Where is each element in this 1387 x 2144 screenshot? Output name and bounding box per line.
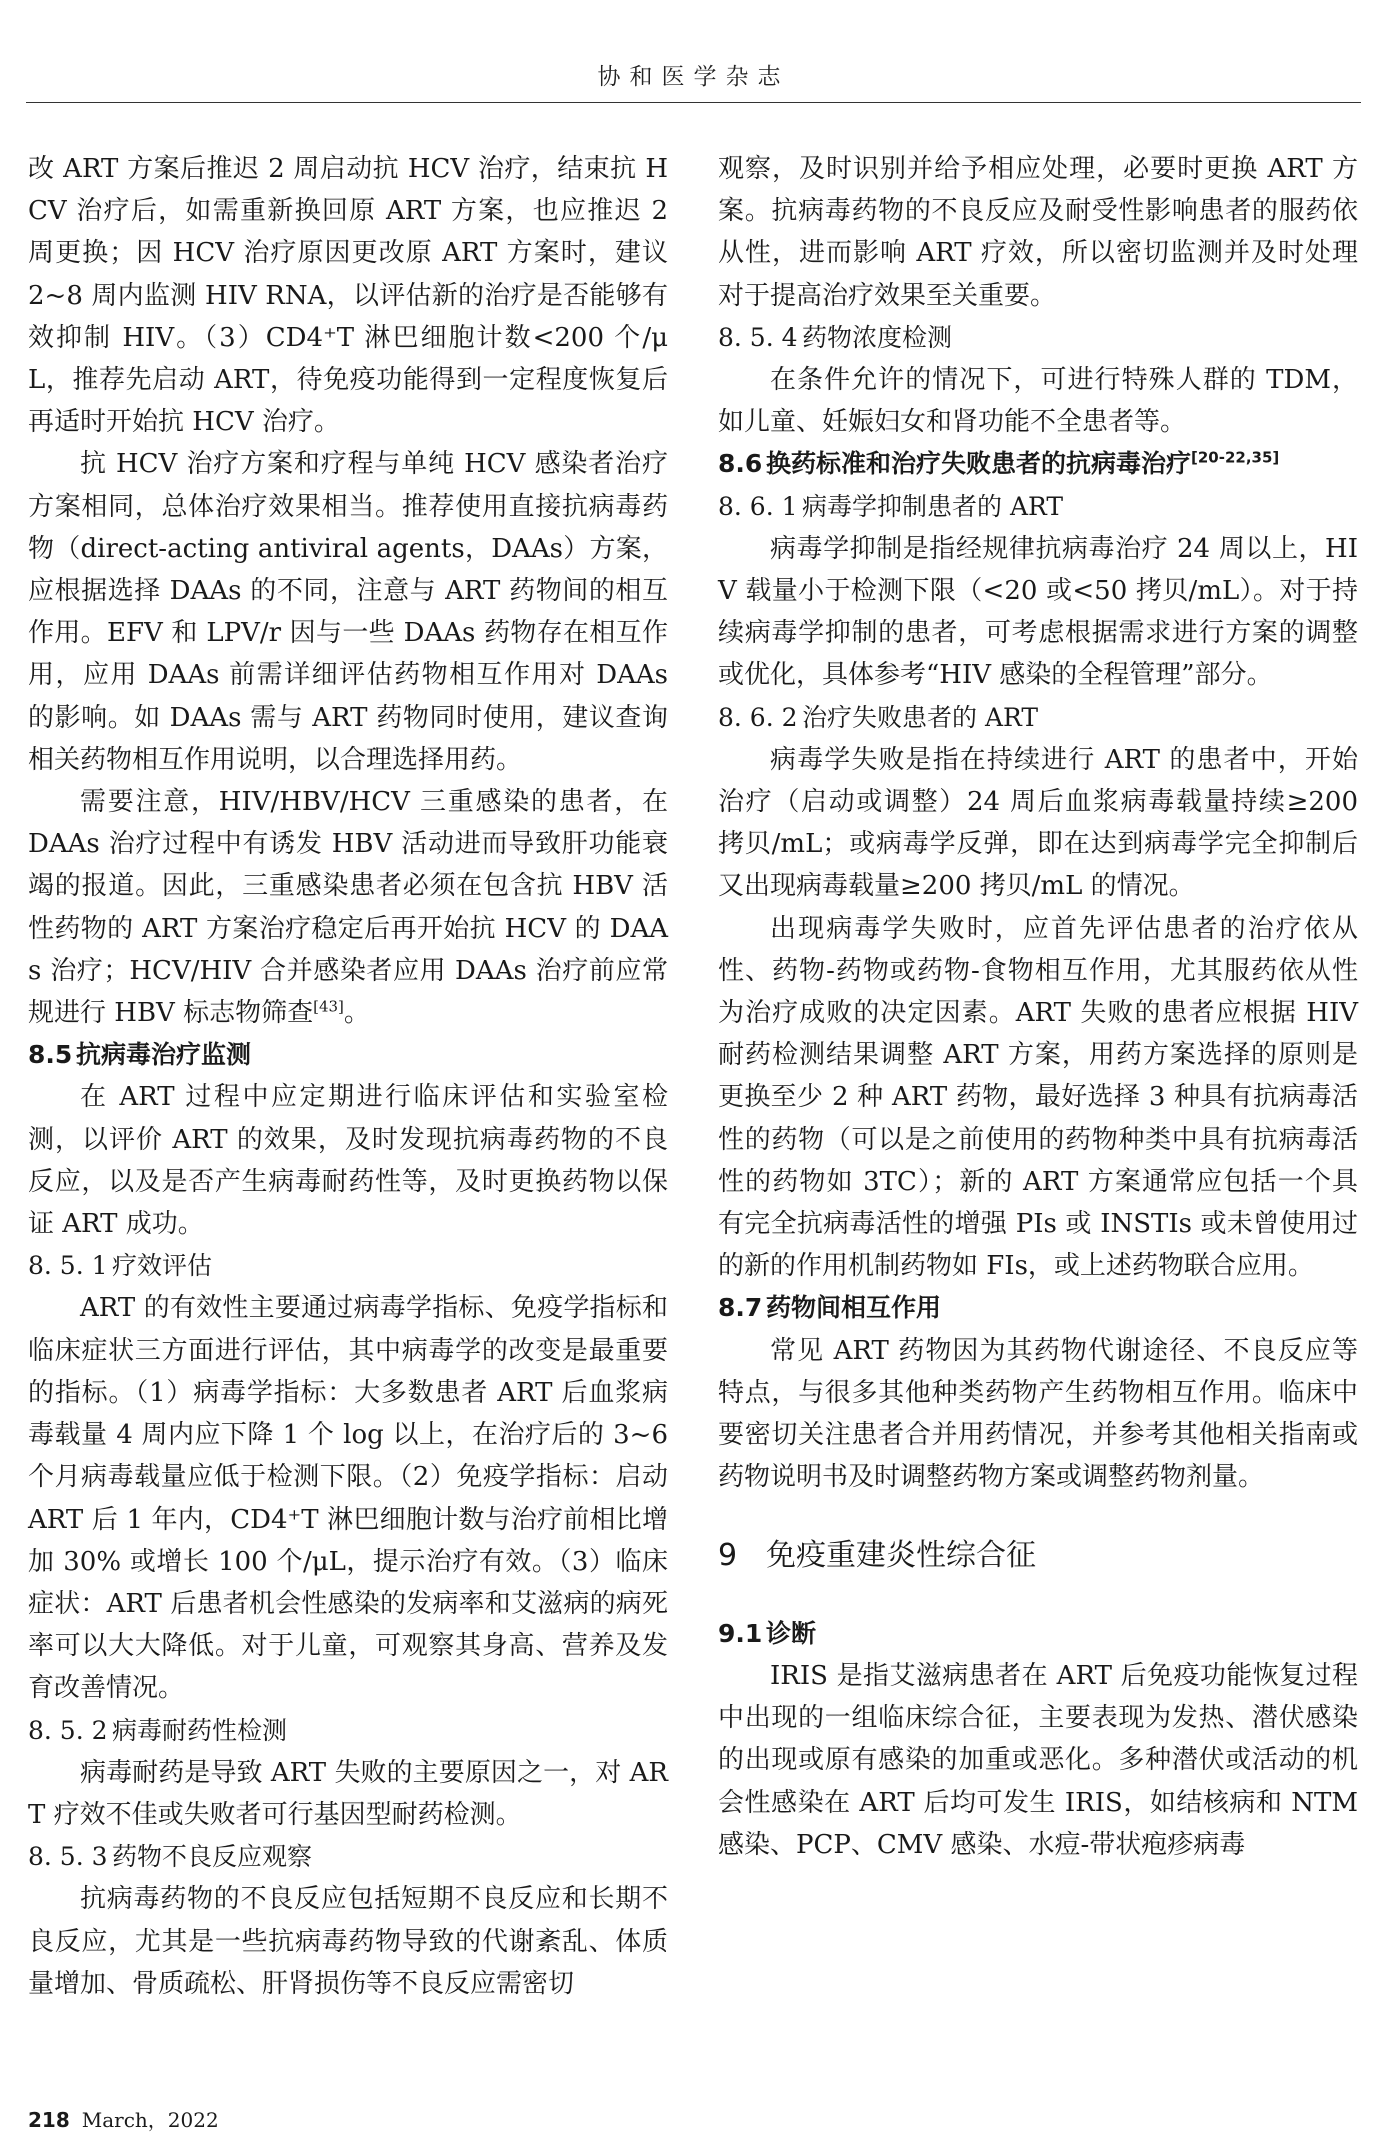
paragraph: 病毒学抑制是指经规律抗病毒治疗 24 周以上，HIV 载量小于检测下限（<20 或<50 拷贝/mL）。对于持续病毒学抑制的患者，可考虑根据需求进行方案的调整或优化，具体参考“HIV 感染的全程管理”部分。: [718, 533, 1358, 691]
section-number: 8.5: [28, 1040, 73, 1070]
right-column: [718, 148, 1358, 1866]
section-heading-8-5: [28, 1034, 668, 1076]
issue-date: March，2022: [81, 2108, 219, 2132]
section-heading-8-6-2: [718, 697, 1358, 739]
section-heading-8-7: [718, 1287, 1358, 1329]
section-title: 诊断: [766, 1618, 817, 1648]
chapter-heading-9: [718, 1535, 1358, 1577]
paragraph-end: 。: [343, 998, 370, 1029]
paragraph: 在 ART 过程中应定期进行临床评估和实验室检测，以评价 ART 的效果，及时发现抗病毒药物的不良反应，以及是否产生病毒耐药性等，及时更换药物以保证 ART 成功。: [28, 1082, 668, 1240]
section-title: 疗效评估: [112, 1251, 213, 1281]
section-heading-9-1: [718, 1613, 1358, 1655]
section-heading-8-5-4: [718, 317, 1358, 359]
section-heading-8-5-2: [28, 1710, 668, 1752]
citation-ref: [43]: [313, 997, 344, 1016]
section-number: 8. 6. 2: [718, 702, 798, 732]
paragraph: [28, 781, 668, 1034]
left-column: [28, 148, 668, 2005]
section-title: 抗病毒治疗监测: [76, 1040, 252, 1070]
paragraph: 病毒耐药是导致 ART 失败的主要原因之一，对 ART 疗效不佳或失败者可行基因型耐药检测。: [28, 1757, 668, 1830]
paragraph: IRIS 是指艾滋病患者在 ART 后免疫功能恢复过程中出现的一组临床综合征，主要表现为发热、潜伏感染的出现或原有感染的加重或恶化。多种潜伏或活动的机会性感染在 ART 后均可发生 IRIS，如结核病和 NTM 感染、PCP、CMV 感染、水痘-带状疱疹病毒: [718, 1660, 1358, 1860]
section-number: 8. 5. 1: [28, 1251, 108, 1281]
paragraph: 常见 ART 药物因为其药物代谢途径、不良反应等特点，与很多其他种类药物产生药物相互作用。临床中要密切关注患者合并用药情况，并参考其他相关指南或药物说明书及时调整药物方案或调整药物剂量。: [718, 1335, 1358, 1493]
paragraph: 病毒学失败是指在持续进行 ART 的患者中，开始治疗（启动或调整）24 周后血浆病毒载量持续≥200 拷贝/mL；或病毒学反弹，即在达到病毒学完全抑制后又出现病毒载量≥200 拷贝/mL 的情况。: [718, 744, 1358, 902]
section-number: 8. 6. 1: [718, 491, 798, 521]
paragraph: 在条件允许的情况下，可进行特殊人群的 TDM，如儿童、妊娠妇女和肾功能不全患者等。: [718, 365, 1358, 438]
paragraph: 改 ART 方案后推迟 2 周启动抗 HCV 治疗，结束抗 HCV 治疗后，如需重新换回原 ART 方案，也应推迟 2 周更换；因 HCV 治疗原因更改原 ART 方案时，建议 2~8 周内监测 HIV RNA，以评估新的治疗是否能够有效抑制 HIV。（3）CD4⁺T 淋巴细胞计数<200 个/μL，推荐先启动 ART，待免疫功能得到一定程度恢复后再适时开始抗 HCV 治疗。: [28, 154, 668, 438]
section-heading-8-6: [718, 443, 1358, 485]
paragraph: 出现病毒学失败时，应首先评估患者的治疗依从性、药物-药物或药物-食物相互作用，尤其服药依从性为治疗成败的决定因素。ART 失败的患者应根据 HIV 耐药检测结果调整 ART 方案，用药方案选择的原则是更换至少 2 种 ART 药物，最好选择 3 种具有抗病毒活性的药物（可以是之前使用的药物种类中具有抗病毒活性的药物如 3TC）；新的 ART 方案通常应包括一个具有完全抗病毒活性的增强 PIs 或 INSTIs 或未曾使用过的新的作用机制药物如 FIs，或上述药物联合应用。: [718, 913, 1358, 1282]
journal-title: 协和医学杂志: [597, 64, 790, 90]
section-number: 9: [718, 1537, 738, 1573]
paragraph: 抗 HCV 治疗方案和疗程与单纯 HCV 感染者治疗方案相同，总体治疗效果相当。推荐使用直接抗病毒药物（direct-acting antiviral agents，DAAs）方案，应根据选择 DAAs 的不同，注意与 ART 药物间的相互作用。EFV 和 LPV/r 因与一些 DAAs 药物存在相互作用，应用 DAAs 前需详细评估药物相互作用对 DAAs 的影响。如 DAAs 需与 ART 药物同时使用，建议查询相关药物相互作用说明，以合理选择用药。: [28, 449, 668, 775]
citation-ref: [20-22,35]: [1191, 449, 1280, 468]
section-heading-8-5-1: [28, 1245, 668, 1287]
section-title: 药物间相互作用: [766, 1293, 942, 1323]
section-title: 治疗失败患者的 ART: [802, 702, 1039, 732]
section-title: 免疫重建炎性综合征: [766, 1537, 1036, 1573]
section-title: 药物不良反应观察: [112, 1842, 313, 1872]
section-title: 病毒学抑制患者的 ART: [802, 491, 1064, 521]
section-heading-8-5-3: [28, 1836, 668, 1878]
paragraph: 观察，及时识别并给予相应处理，必要时更换 ART 方案。抗病毒药物的不良反应及耐受性影响患者的服药依从性，进而影响 ART 疗效，所以密切监测并及时处理对于提高治疗效果至关重要。: [718, 154, 1358, 311]
page-number: 218: [28, 2108, 70, 2132]
paragraph: 抗病毒药物的不良反应包括短期不良反应和长期不良反应，尤其是一些抗病毒药物导致的代谢紊乱、体质量增加、骨质疏松、肝肾损伤等不良反应需密切: [28, 1884, 668, 1999]
section-title: 药物浓度检测: [802, 322, 953, 352]
section-number: 9.1: [718, 1618, 763, 1648]
paragraph: ART 的有效性主要通过病毒学指标、免疫学指标和临床症状三方面进行评估，其中病毒学的改变是最重要的指标。（1）病毒学指标：大多数患者 ART 后血浆病毒载量 4 周内应下降 1 个 log 以上，在治疗后的 3~6个月病毒载量应低于检测下限。（2）免疫学指标：启动 ART 后 1 年内，CD4⁺T 淋巴细胞计数与治疗前相比增加 30% 或增长 100 个/μL，提示治疗有效。（3）临床症状：ART 后患者机会性感染的发病率和艾滋病的病死率可以大大降低。对于儿童，可观察其身高、营养及发育改善情况。: [28, 1293, 668, 1704]
section-number: 8.7: [718, 1293, 763, 1323]
header-rule: [26, 102, 1361, 103]
section-number: 8. 5. 2: [28, 1715, 108, 1745]
section-title: 病毒耐药性检测: [112, 1715, 288, 1745]
section-title: 换药标准和治疗失败患者的抗病毒治疗: [766, 449, 1192, 479]
section-number: 8.6: [718, 449, 763, 479]
section-heading-8-6-1: [718, 486, 1358, 528]
section-number: 8. 5. 3: [28, 1842, 108, 1872]
page-footer: [28, 2104, 219, 2133]
paragraph-text: 需要注意，HIV/HBV/HCV 三重感染的患者，在 DAAs 治疗过程中有诱发 HBV 活动进而导致肝功能衰竭的报道。因此，三重感染患者必须在包含抗 HBV 活性药物的 ART 方案治疗稳定后再开始抗 HCV 的 DAAs 治疗；HCV/HIV 合并感染者应用 DAAs 治疗前应常规进行 HBV 标志物筛查: [28, 787, 668, 1029]
section-number: 8. 5. 4: [718, 322, 798, 352]
